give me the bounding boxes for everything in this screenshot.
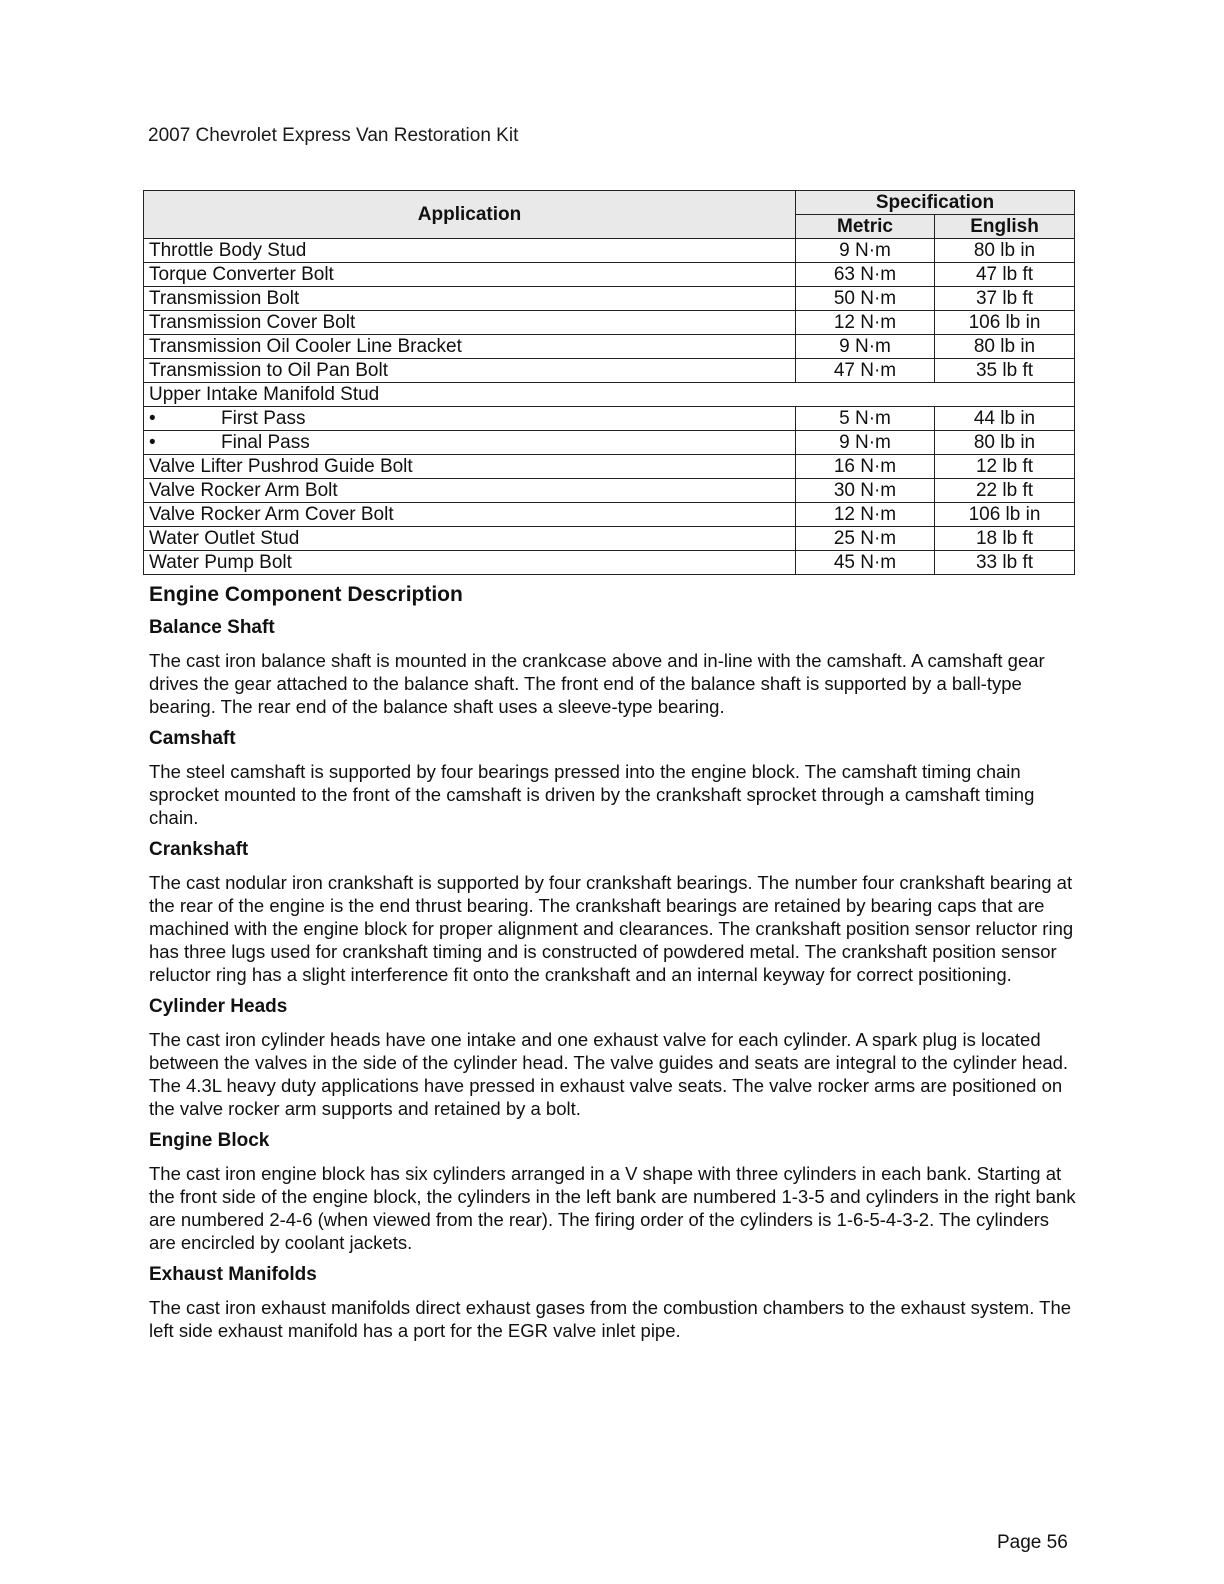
- subsection-title: Exhaust Manifolds: [149, 1264, 317, 1285]
- row-metric: 30 N·m: [796, 479, 935, 503]
- row-application-label: Transmission Oil Cooler Line Bracket: [149, 336, 462, 357]
- row-application-label: Torque Converter Bolt: [149, 264, 334, 285]
- row-application: Upper Intake Manifold Stud: [144, 383, 1075, 407]
- torque-spec-table: [143, 190, 1075, 575]
- row-application-label: Valve Lifter Pushrod Guide Bolt: [149, 456, 413, 477]
- row-metric: 9 N·m: [796, 335, 935, 359]
- row-english: 12 lb ft: [935, 455, 1075, 479]
- table-row: [144, 431, 1075, 455]
- subsection-text: The cast iron cylinder heads have one intake and one exhaust valve for each cylinder. A spark plug is located between the valves in the side of the cylinder head. The valve guides and seats are integral to the cylinder head. The 4.3L heavy duty applications have pressed in exhaust valve seats. The valve rocker arms are positioned on the valve rocker arm supports and retained by a bolt.: [149, 1029, 1069, 1119]
- row-metric: 9 N·m: [796, 431, 935, 455]
- subsection-text: The cast iron balance shaft is mounted in the crankcase above and in-line with the camshaft. A camshaft gear drives the gear attached to the balance shaft. The front end of the balance shaft is supported by a ball-type bearing. The rear end of the balance shaft uses a sleeve-type bearing.: [149, 650, 1045, 717]
- row-metric: 25 N·m: [796, 527, 935, 551]
- row-english: 37 lb ft: [935, 287, 1075, 311]
- col-header-application: Application: [144, 191, 796, 239]
- row-english: 18 lb ft: [935, 527, 1075, 551]
- row-application: [144, 335, 796, 359]
- subsection-text: The steel camshaft is supported by four bearings pressed into the engine block. The camshaft timing chain sprocket mounted to the front of the camshaft is driven by the crankshaft sprocket through a camshaft timing chain.: [149, 761, 1035, 828]
- subsection-text: The cast nodular iron crankshaft is supported by four crankshaft bearings. The number four crankshaft bearing at the rear of the engine is the end thrust bearing. The crankshaft bearings are retained by bearing caps that are machined with the engine block for proper alignment and clearances. The crankshaft position sensor reluctor ring has three lugs used for crankshaft timing and is constructed of powdered metal. The crankshaft position sensor reluctor ring has a slight interference fit onto the crankshaft and an internal keyway for correct positioning.: [149, 872, 1074, 985]
- bullet-icon: •: [149, 408, 156, 429]
- row-application: [144, 239, 796, 263]
- subsection-title: Cylinder Heads: [149, 996, 288, 1017]
- table-row: [144, 311, 1075, 335]
- row-application: [144, 407, 796, 431]
- row-application: [144, 311, 796, 335]
- row-english: 22 lb ft: [935, 479, 1075, 503]
- col-header-english: English: [935, 215, 1075, 239]
- row-application: [144, 359, 796, 383]
- row-application: [144, 503, 796, 527]
- table-body: [144, 239, 1075, 575]
- row-english: 44 lb in: [935, 407, 1075, 431]
- row-english: 80 lb in: [935, 239, 1075, 263]
- page-number: Page 56: [997, 1532, 1068, 1553]
- subsection-title: Balance Shaft: [149, 617, 275, 638]
- row-metric: 12 N·m: [796, 311, 935, 335]
- table-row: [144, 455, 1075, 479]
- table-row: [144, 287, 1075, 311]
- row-application-label: Valve Rocker Arm Bolt: [149, 480, 338, 501]
- row-application-label: Water Pump Bolt: [149, 552, 292, 573]
- row-english: 33 lb ft: [935, 551, 1075, 575]
- row-metric: 16 N·m: [796, 455, 935, 479]
- row-application-label: Final Pass: [221, 432, 310, 453]
- row-application: [144, 551, 796, 575]
- table-row: [144, 263, 1075, 287]
- subsection-title: Camshaft: [149, 728, 236, 749]
- table-row: [144, 335, 1075, 359]
- subsection-text: The cast iron engine block has six cylinders arranged in a V shape with three cylinders in each bank. Starting at the front side of the engine block, the cylinders in the left bank are numbered 1-3-5 and cylinders in the right bank are numbered 2-4-6 (when viewed from the rear). The firing order of the cylinders is 1-6-5-4-3-2. The cylinders are encircled by coolant jackets.: [149, 1163, 1076, 1253]
- row-english: 80 lb in: [935, 431, 1075, 455]
- table-row: [144, 551, 1075, 575]
- row-english: 47 lb ft: [935, 263, 1075, 287]
- subsection-text: The cast iron exhaust manifolds direct exhaust gases from the combustion chambers to the exhaust system. The left side exhaust manifold has a port for the EGR valve inlet pipe.: [149, 1297, 1072, 1341]
- row-application-label: Valve Rocker Arm Cover Bolt: [149, 504, 394, 525]
- subsection-title: Crankshaft: [149, 839, 249, 860]
- table-row: [144, 503, 1075, 527]
- row-application-label: Throttle Body Stud: [149, 240, 307, 261]
- col-header-specification: Specification: [796, 191, 1075, 215]
- subsection-title: Engine Block: [149, 1130, 270, 1151]
- table-row: [144, 407, 1075, 431]
- row-application-label: First Pass: [221, 408, 306, 429]
- row-application-label: Water Outlet Stud: [149, 528, 300, 549]
- row-metric: 47 N·m: [796, 359, 935, 383]
- row-metric: 12 N·m: [796, 503, 935, 527]
- table-row: [144, 527, 1075, 551]
- row-metric: 45 N·m: [796, 551, 935, 575]
- table-row: [144, 359, 1075, 383]
- row-application-label: Transmission Cover Bolt: [149, 312, 356, 333]
- row-metric: 63 N·m: [796, 263, 935, 287]
- engine-component-description: [149, 583, 1079, 1352]
- row-application-label: Transmission Bolt: [149, 288, 300, 309]
- table-row: [144, 479, 1075, 503]
- section-title: Engine Component Description: [149, 583, 463, 606]
- row-application: [144, 263, 796, 287]
- row-application: [144, 455, 796, 479]
- row-metric: 5 N·m: [796, 407, 935, 431]
- row-metric: 50 N·m: [796, 287, 935, 311]
- col-header-metric: Metric: [796, 215, 935, 239]
- table-row: [144, 383, 1075, 407]
- page-header: 2007 Chevrolet Express Van Restoration Kit: [148, 125, 519, 146]
- row-application: [144, 431, 796, 455]
- row-english: 80 lb in: [935, 335, 1075, 359]
- row-metric: 9 N·m: [796, 239, 935, 263]
- row-application: [144, 479, 796, 503]
- table-row: [144, 239, 1075, 263]
- row-application: [144, 287, 796, 311]
- bullet-icon: •: [149, 432, 156, 453]
- section-list: [149, 617, 1079, 1342]
- row-application-label: Transmission to Oil Pan Bolt: [149, 360, 388, 381]
- row-english: 106 lb in: [935, 503, 1075, 527]
- row-english: 106 lb in: [935, 311, 1075, 335]
- row-application: [144, 527, 796, 551]
- row-english: 35 lb ft: [935, 359, 1075, 383]
